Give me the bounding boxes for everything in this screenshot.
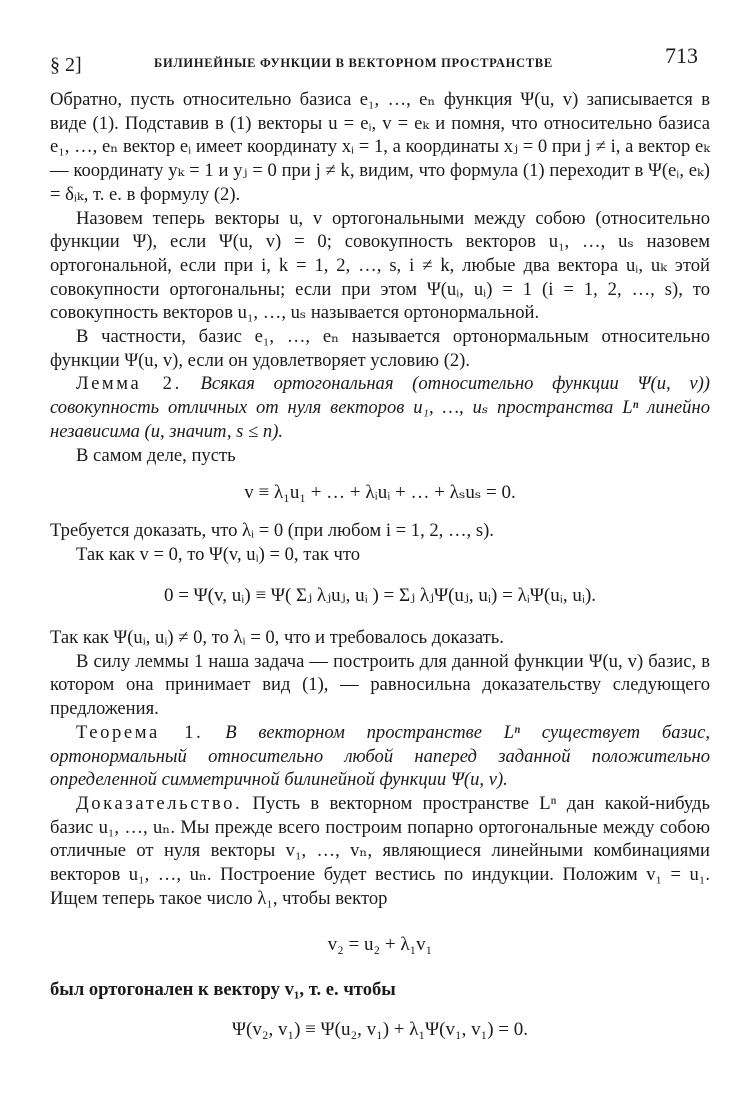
paragraph-orthogonal-to-v1: был ортогонален к вектору v₁, т. е. чтобы — [50, 979, 396, 1001]
paragraph-conversely: Обратно, пусть относительно базиса e₁, …, eₙ функция Ψ(u, v) записывается в виде (1). Подставив в (1) векторы u = eᵢ, v = eₖ и помня, что относительно базиса e₁, …, eₙ вектор eᵢ имеет координату xᵢ = 1, а координаты xⱼ = 0 при j ≠ i, а вектор eₖ — координату yₖ = 1 и yⱼ = 0 при j ≠ k, видим, что формула (1) переходит в Ψ(eᵢ, eₖ) = δᵢₖ, т. е. в формулу (2). — [50, 89, 710, 205]
equation-v2: v₂ = u₂ + λ₁v₁ — [327, 933, 433, 955]
equation-psi-expansion: 0 = Ψ(v, uᵢ) ≡ Ψ( Σⱼ λⱼuⱼ, uᵢ ) = Σⱼ λⱼΨ(uⱼ, uᵢ) = λᵢΨ(uᵢ, uᵢ). — [163, 585, 597, 607]
equation-orthogonality-condition: Ψ(v₂, v₁) ≡ Ψ(u₂, v₁) + λ₁Ψ(v₁, v₁) = 0. — [232, 1018, 528, 1040]
proof-text: Пусть в векторном пространстве Lⁿ дан какой-нибудь базис u₁, …, uₙ. Мы прежде всего построим попарно ортогональные между собою отличные от нуля векторы v₁, …, vₙ, являющиеся линейными комбинациями векторов u₁, …, uₙ. Построение будет вестись по индукции. Положим v₁ = u₁. Ищем теперь такое число λ₁, чтобы вектор — [50, 792, 710, 909]
theorem-statement: В векторном пространстве Lⁿ существует базис, ортонормальный относительно любой наперед заданной положительно определенной симметричной билинейной функции Ψ(u, v). — [50, 721, 710, 791]
proof-heading: Доказательство. — [76, 792, 243, 814]
paragraph-conclusion: Так как Ψ(uᵢ, uᵢ) ≠ 0, то λᵢ = 0, что и требовалось доказать. — [50, 627, 504, 649]
lemma-2 — [50, 372, 710, 443]
lemma-statement: Всякая ортогональная (относительно функции Ψ(u, v)) совокупность отличных от нуля векторов u₁, …, uₛ пространства Lⁿ линейно независима (и, значит, s ≤ n). — [50, 373, 711, 442]
paragraph-by-lemma-1: В силу леммы 1 наша задача — построить для данной функции Ψ(u, v) базис, в котором она принимает вид (1), — равносильна доказательству следующего предложения. — [50, 650, 710, 720]
running-header — [50, 42, 710, 88]
section-marker: § 2] — [50, 54, 82, 76]
running-title: БИЛИНЕЙНЫЕ ФУНКЦИИ В ВЕКТОРНОМ ПРОСТРАНСТВЕ — [154, 56, 553, 70]
paragraph-orthogonal-definition: Назовем теперь векторы u, v ортогональными между собою (относительно функции Ψ), если Ψ(u, v) = 0; совокупность векторов u₁, …, uₛ назовем ортогональной, если при i, k = 1, 2, …, s, i ≠ k, любые два вектора uᵢ, uₖ этой совокупности ортогональны; если при этом Ψ(uᵢ, uᵢ) = 1 (i = 1, 2, …, s), то совокупность векторов u₁, …, uₛ называется ортонормальной. — [50, 207, 710, 324]
theorem-1 — [50, 721, 710, 792]
proof — [50, 792, 710, 911]
equation-linear-combination: v ≡ λ₁u₁ + … + λᵢuᵢ + … + λₛuₛ = 0. — [244, 482, 516, 504]
page-number: 713 — [665, 43, 698, 68]
paragraph-orthonormal-basis: В частности, базис e₁, …, eₙ называется ортонормальным относительно функции Ψ(u, v), если он удовлетворяет условию (2). — [50, 326, 710, 371]
paragraph-required-to-prove: Требуется доказать, что λᵢ = 0 (при любом i = 1, 2, …, s). — [50, 519, 494, 541]
paragraph-since-v-zero: Так как v = 0, то Ψ(v, uᵢ) = 0, так что — [76, 543, 361, 565]
paragraph-indeed: В самом деле, пусть — [76, 444, 236, 466]
lemma-heading: Лемма 2. — [76, 373, 182, 395]
theorem-heading: Теорема 1. — [76, 721, 204, 743]
